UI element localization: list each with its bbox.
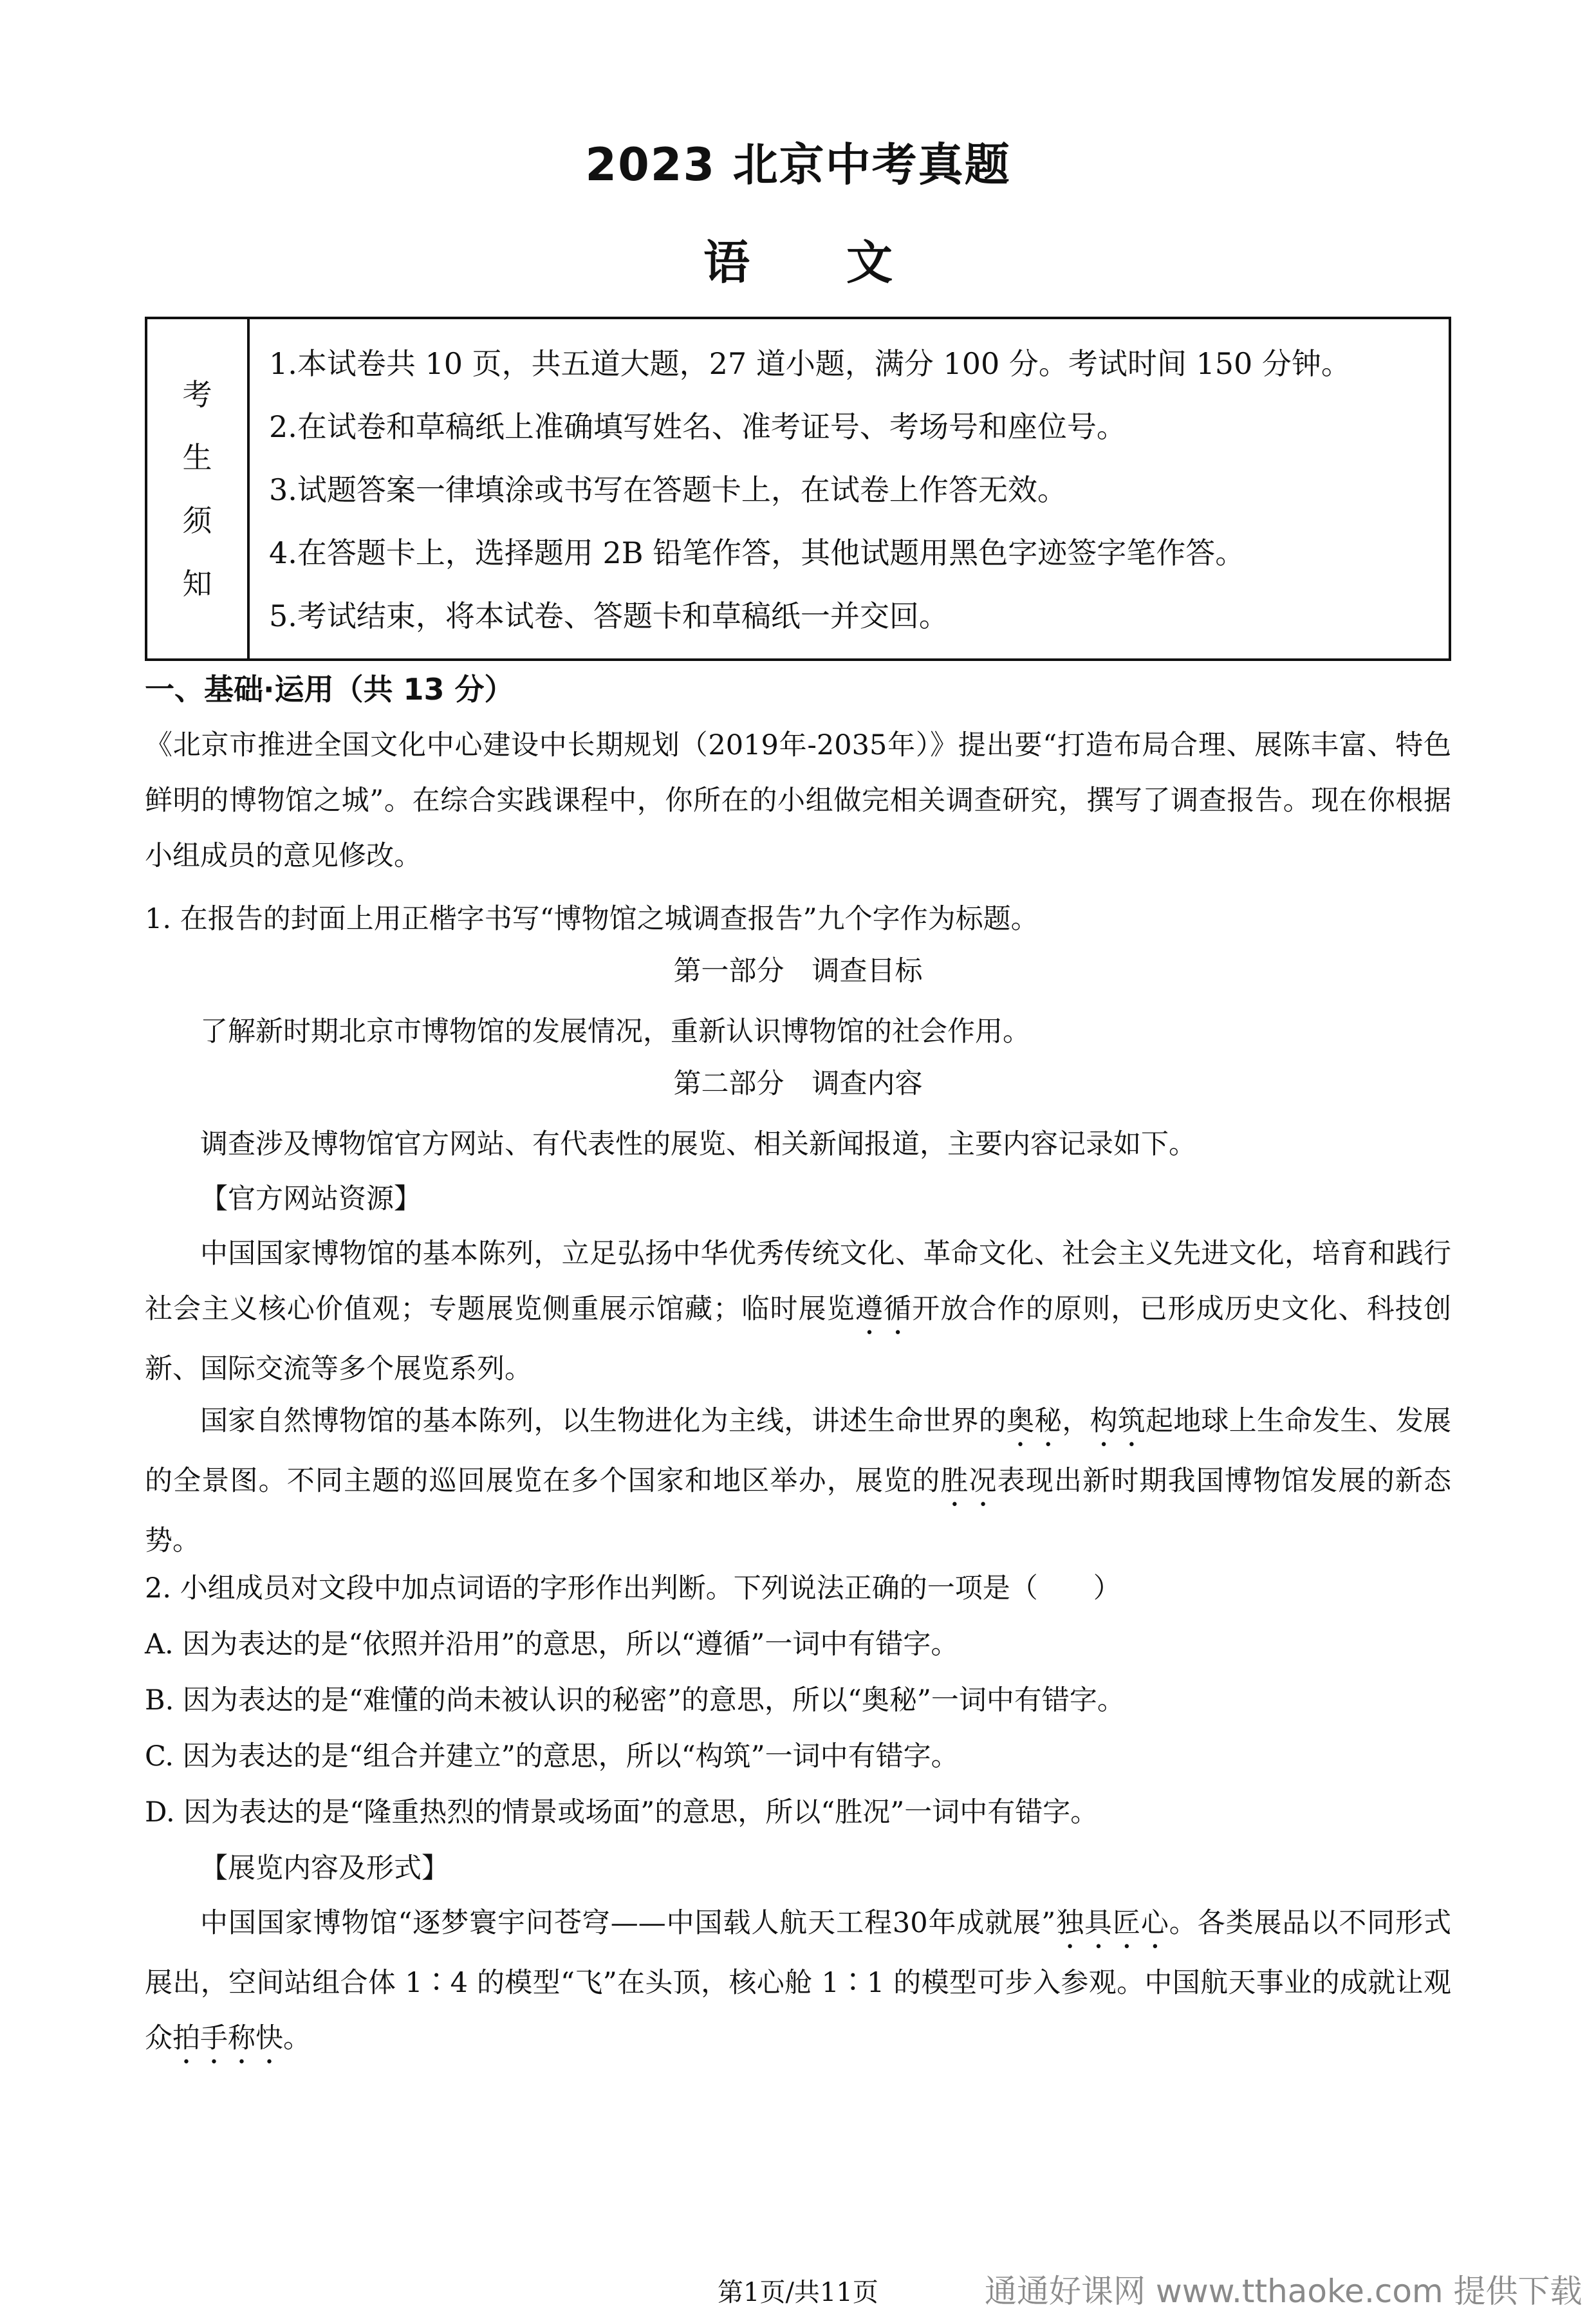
question-2: 2. 小组成员对文段中加点词语的字形作出判断。下列说法正确的一项是（ ） bbox=[145, 1572, 1121, 1605]
part2-text: 调查涉及博物馆官方网站、有代表性的展览、相关新闻报道，主要内容记录如下。 bbox=[200, 1128, 1196, 1160]
part2-title: 第二部分 调查内容 bbox=[673, 1068, 923, 1100]
part1-text: 了解新时期北京市博物馆的发展情况，重新认识博物馆的社会作用。 bbox=[200, 1016, 1030, 1048]
notice-item: 1.本试卷共 10 页，共五道大题，27 道小题，满分 100 分。考试时间 150 分钟。 bbox=[269, 346, 1351, 381]
dotted-word: 胜况 bbox=[940, 1465, 998, 1497]
text-span: ， bbox=[1062, 1405, 1090, 1437]
text-span: 起地球上生命发生、发展的全景图。不同主题的巡回展览在多个国家和地区举办，展览的 bbox=[145, 1405, 1452, 1497]
notice-label-char: 知 bbox=[182, 566, 212, 601]
text-span: 表现出新时期我国博物馆发展的新态势。 bbox=[145, 1465, 1452, 1557]
page-title: 2023 北京中考真题 bbox=[585, 138, 1011, 191]
section-heading: 一、基础·运用（共 13 分） bbox=[145, 672, 514, 707]
option-a: A. 因为表达的是“依照并沿用”的意思，所以“遵循”一词中有错字。 bbox=[145, 1628, 959, 1661]
notice-label-char: 生 bbox=[182, 440, 212, 475]
notice-item: 3.试题答案一律填涂或书写在答题卡上，在试卷上作答无效。 bbox=[269, 472, 1067, 507]
intro-paragraph: 《北京市推进全国文化中心建设中长期规划（2019年-2035年）》提出要“打造布局合理、展陈丰富、特色鲜明的博物馆之城”。在综合实践课程中，你所在的小组做完相关调查研究，撰写了调查报告。现在你根据小组成员的意见修改。 bbox=[145, 729, 1451, 872]
paragraph-national-museum bbox=[145, 1226, 1451, 1397]
notice-item: 4.在答题卡上，选择题用 2B 铅笔作答，其他试题用黑色字迹签字笔作答。 bbox=[269, 535, 1245, 570]
text-span: 。 bbox=[283, 2022, 311, 2054]
subject-title: 语文 bbox=[703, 236, 989, 290]
part1-title: 第一部分 调查目标 bbox=[673, 955, 923, 987]
option-c: C. 因为表达的是“组合并建立”的意思，所以“构筑”一词中有错字。 bbox=[145, 1740, 959, 1773]
exhibition-label: 【展览内容及形式】 bbox=[200, 1852, 449, 1884]
text-span: 开放合作的原则，已形成历史文化、科技创新、国际交流等多个展览系列。 bbox=[145, 1293, 1452, 1385]
exam-notice-box bbox=[145, 317, 1451, 661]
notice-item: 2.在试卷和草稿纸上准确填写姓名、准考证号、考场号和座位号。 bbox=[269, 409, 1126, 444]
dotted-word: 遵循 bbox=[855, 1293, 913, 1325]
paragraph-nature-museum bbox=[145, 1393, 1451, 1568]
text-span: 中国国家博物馆的基本陈列，立足弘扬中华优秀传统文化、革命文化、社会主义先进文化，培育和践行社会主义核心价值观；专题展览侧重展示馆藏；临时展览 bbox=[145, 1238, 1451, 1325]
paragraph-exhibition bbox=[145, 1895, 1451, 2070]
notice-label bbox=[147, 319, 250, 658]
text-span: 国家自然博物馆的基本陈列，以生物进化为主线，讲述生命世界的 bbox=[200, 1405, 1007, 1437]
question-1: 1. 在报告的封面上用正楷字书写“博物馆之城调查报告”九个字作为标题。 bbox=[145, 903, 1039, 935]
text-span: 中国国家博物馆“逐梦寰宇问苍穹——中国载人航天工程30年成就展” bbox=[200, 1907, 1056, 1939]
notice-label-char: 考 bbox=[182, 377, 212, 412]
watermark: 通通好课网 www.tthaoke.com 提供下载 bbox=[985, 2273, 1582, 2310]
option-d: D. 因为表达的是“隆重热烈的情景或场面”的意思，所以“胜况”一词中有错字。 bbox=[145, 1796, 1099, 1828]
notice-item: 5.考试结束，将本试卷、答题卡和草稿纸一并交回。 bbox=[269, 599, 949, 633]
notice-items bbox=[250, 319, 1449, 658]
dotted-word: 构筑 bbox=[1090, 1405, 1146, 1437]
dotted-word: 拍手称快 bbox=[172, 2022, 283, 2054]
option-b: B. 因为表达的是“难懂的尚未被认识的秘密”的意思，所以“奥秘”一词中有错字。 bbox=[145, 1684, 1125, 1717]
resources-label: 【官方网站资源】 bbox=[200, 1183, 422, 1215]
notice-label-char: 须 bbox=[182, 503, 212, 538]
text-span: 。各类展品以不同形式展出，空间站组合体 1∶4 的模型“飞”在头顶，核心舱 1∶1 的模型可步入参观。中国航天事业的成就让观众 bbox=[145, 1907, 1452, 2054]
page-number: 第1页/共11页 bbox=[718, 2278, 878, 2307]
dotted-word: 奥秘 bbox=[1006, 1405, 1062, 1437]
dotted-word: 独具匠心 bbox=[1055, 1907, 1169, 1939]
